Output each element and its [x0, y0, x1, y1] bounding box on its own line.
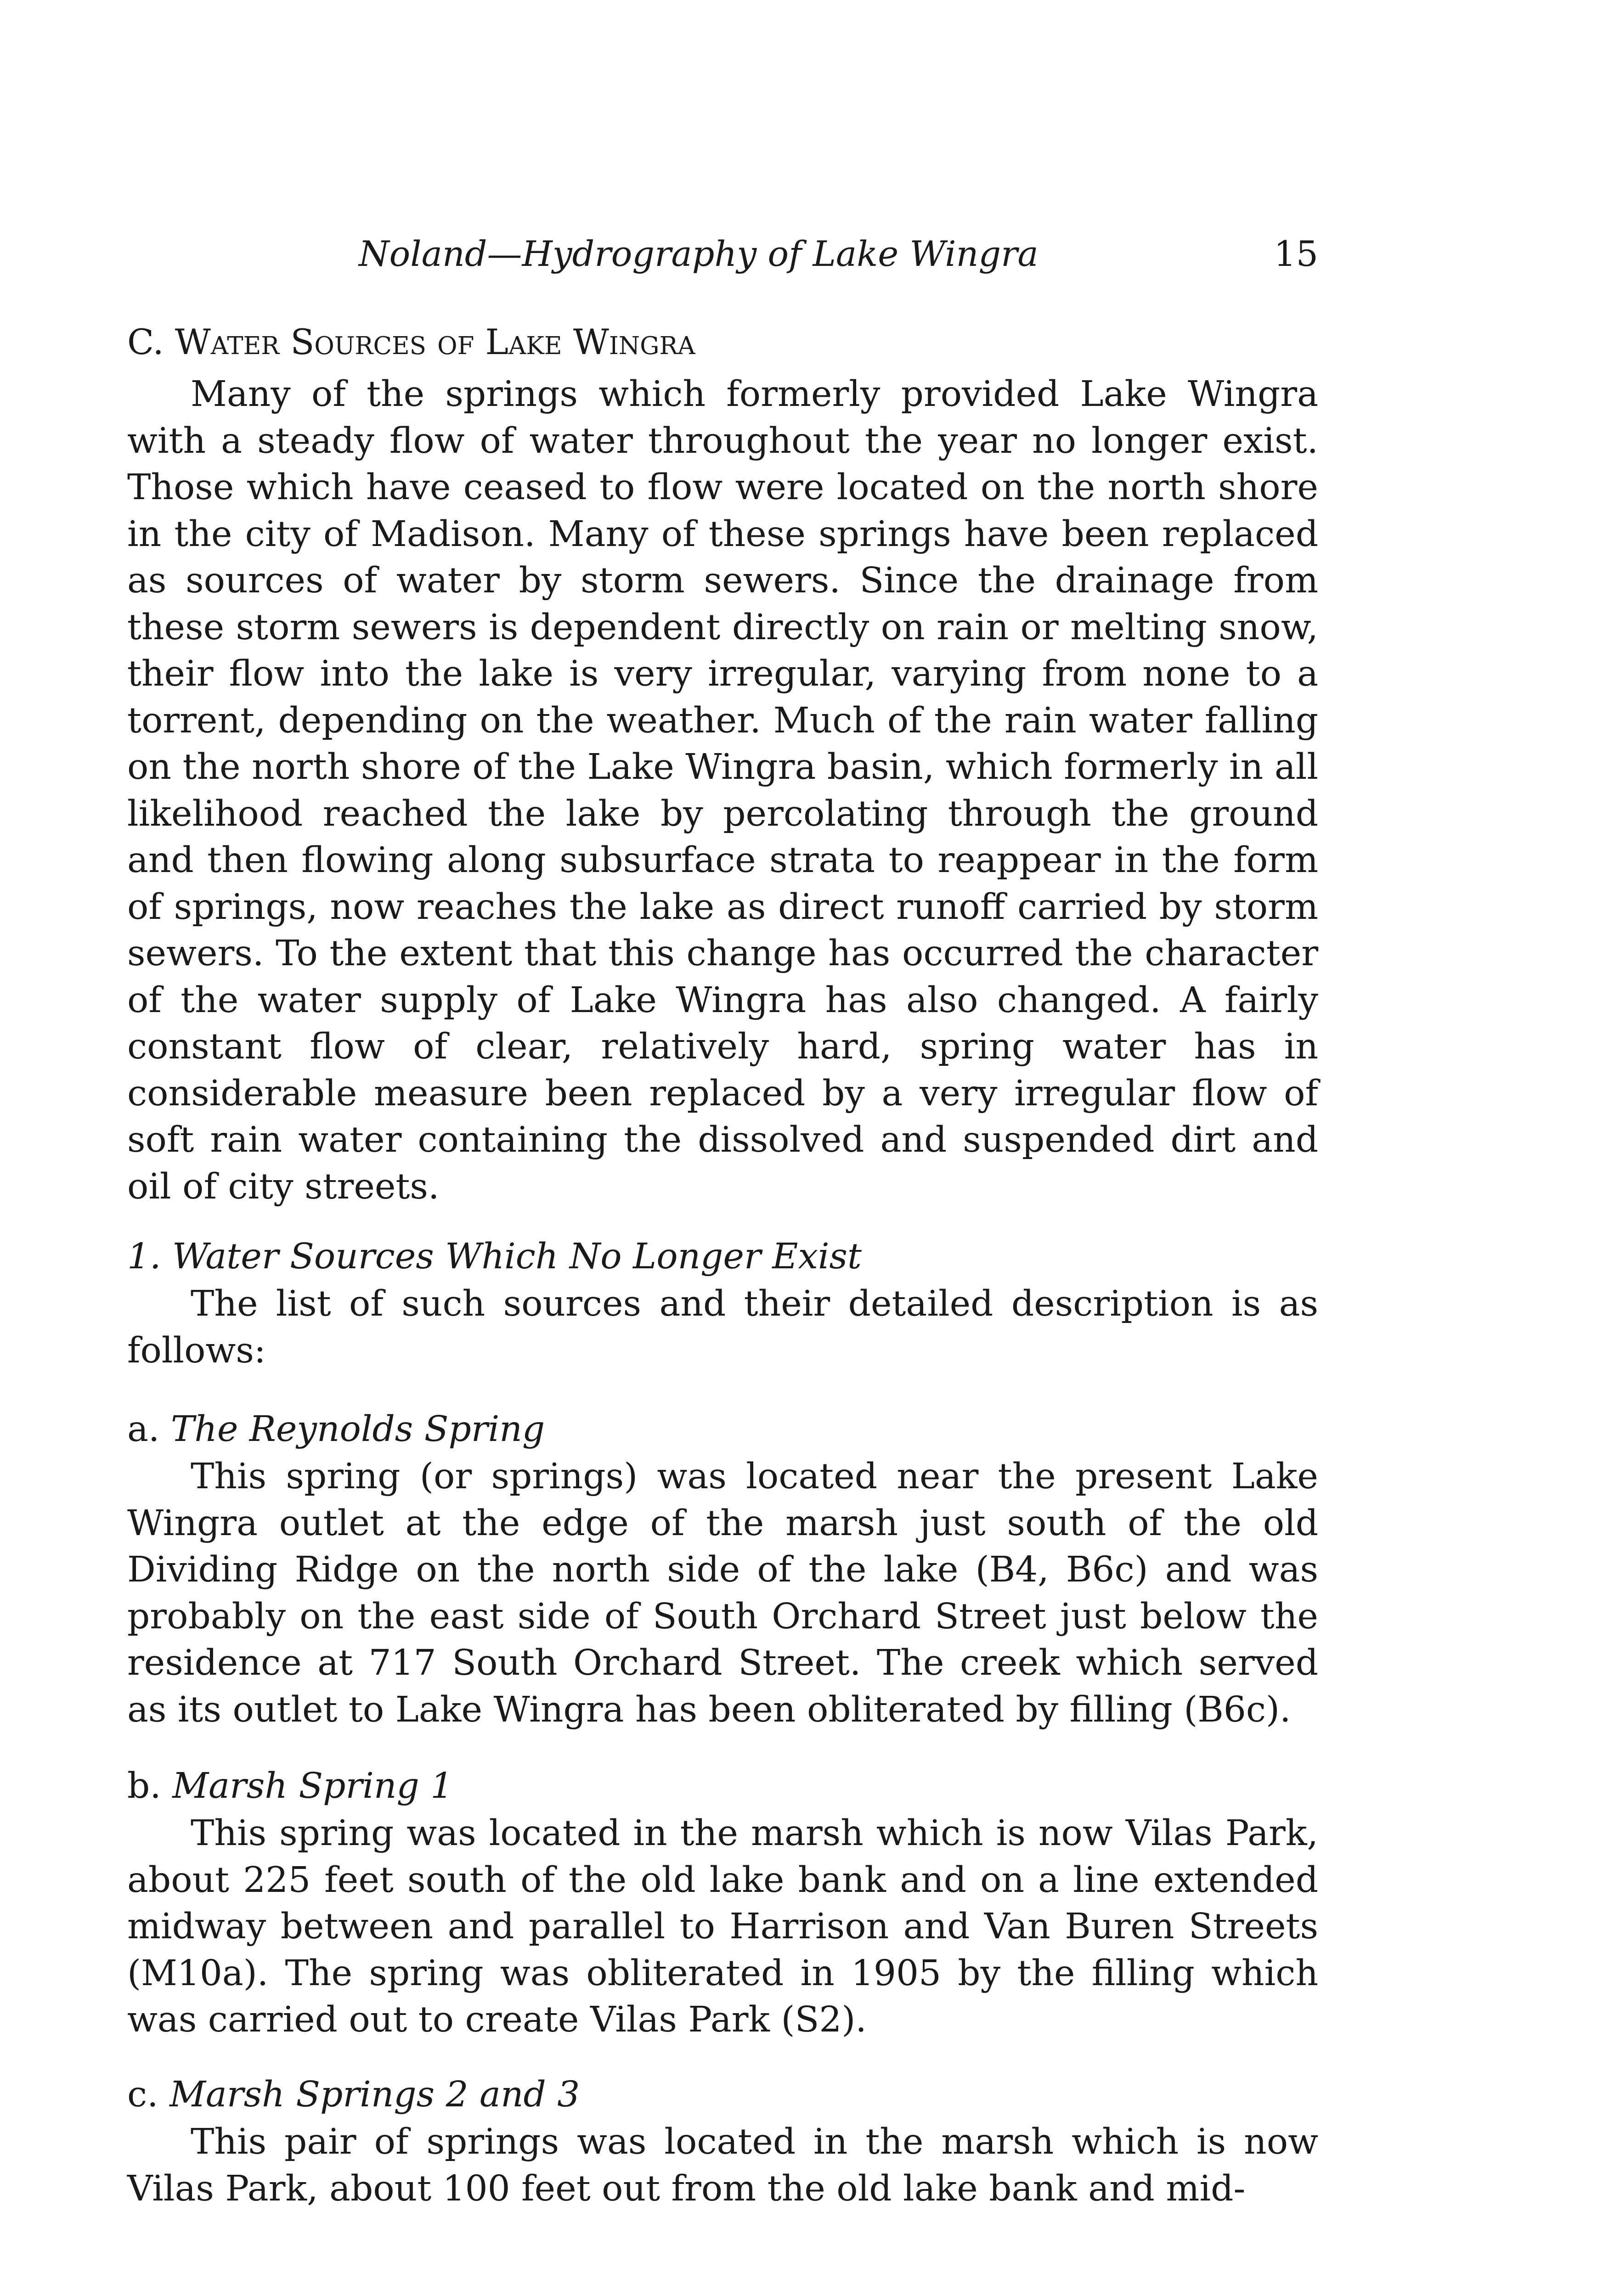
- running-head: [127, 229, 1318, 279]
- entry-heading: [127, 1407, 1318, 1452]
- entry-paragraph: This spring (or springs) was located near the present Lake Wingra outlet at the edge of the marsh just south of the old Dividing Ridge on the north side of the lake (B4, B6c) and was probably on the east side of South Orchard Street just below the residence at 717 South Orchard Street. The creek which served as its outlet to Lake Wingra has been obliterated by filling (B6c).: [127, 1456, 1318, 1730]
- entry-marker: c.: [127, 2074, 158, 2115]
- intro-paragraph: Many of the springs which formerly provided Lake Wingra with a steady flow of water throughout the year no longer exist. Those which have ceased to flow were located on the north shore in the city of Madison. Many of these springs have been replaced as sources of water by storm sewers. Since the drainage from these storm sewers is dependent directly on rain or melting snow, their flow into the lake is very irregular, varying from none to a torrent, depending on the weather. Much of the rain water falling on the north shore of the Lake Wingra basin, which formerly in all likelihood reached the lake by percolating through the ground and then flowing along subsurface strata to reappear in the form of springs, now reaches the lake as direct runoff carried by storm sewers. To the extent that this change has occurred the character of the water supply of Lake Wingra has also changed. A fairly constant flow of clear, relatively hard, spring water has in considerable measure been replaced by a very irregular flow of soft rain water containing the dissolved and suspended dirt and oil of city streets.: [127, 374, 1318, 1207]
- entry-title: Marsh Springs 2 and 3: [169, 2074, 580, 2115]
- entry-heading: [127, 2072, 1318, 2118]
- entry-title: The Reynolds Spring: [170, 1409, 545, 1450]
- subsection-number: 1.: [127, 1236, 161, 1277]
- page-number: 15: [1274, 233, 1318, 274]
- subsection-paragraph: The list of such sources and their detailed description is as follows:: [127, 1283, 1318, 1371]
- running-title: Noland—Hydrography of Lake Wingra: [359, 233, 1039, 274]
- subsection-heading: [127, 1234, 1318, 1280]
- entry-paragraph: This pair of springs was located in the marsh which is now Vilas Park, about 100 feet out from the old lake bank and mid-: [127, 2122, 1318, 2209]
- entry-marker: b.: [127, 1766, 161, 1806]
- entry-title: Marsh Spring 1: [172, 1766, 453, 1806]
- subsection-title: Water Sources Which No Longer Exist: [172, 1236, 862, 1277]
- entry-paragraph: This spring was located in the marsh which is now Vilas Park, about 225 feet south of the old lake bank and on a line extended midway between and parallel to Harrison and Van Buren Streets (M10a). The spring was obliterated in 1905 by the filling which was carried out to create Vilas Park (S2).: [127, 1813, 1318, 2040]
- section-heading: C. Water Sources of Lake Wingra: [127, 321, 695, 362]
- entry-marker: a.: [127, 1409, 160, 1450]
- entry-heading: [127, 1763, 1318, 1809]
